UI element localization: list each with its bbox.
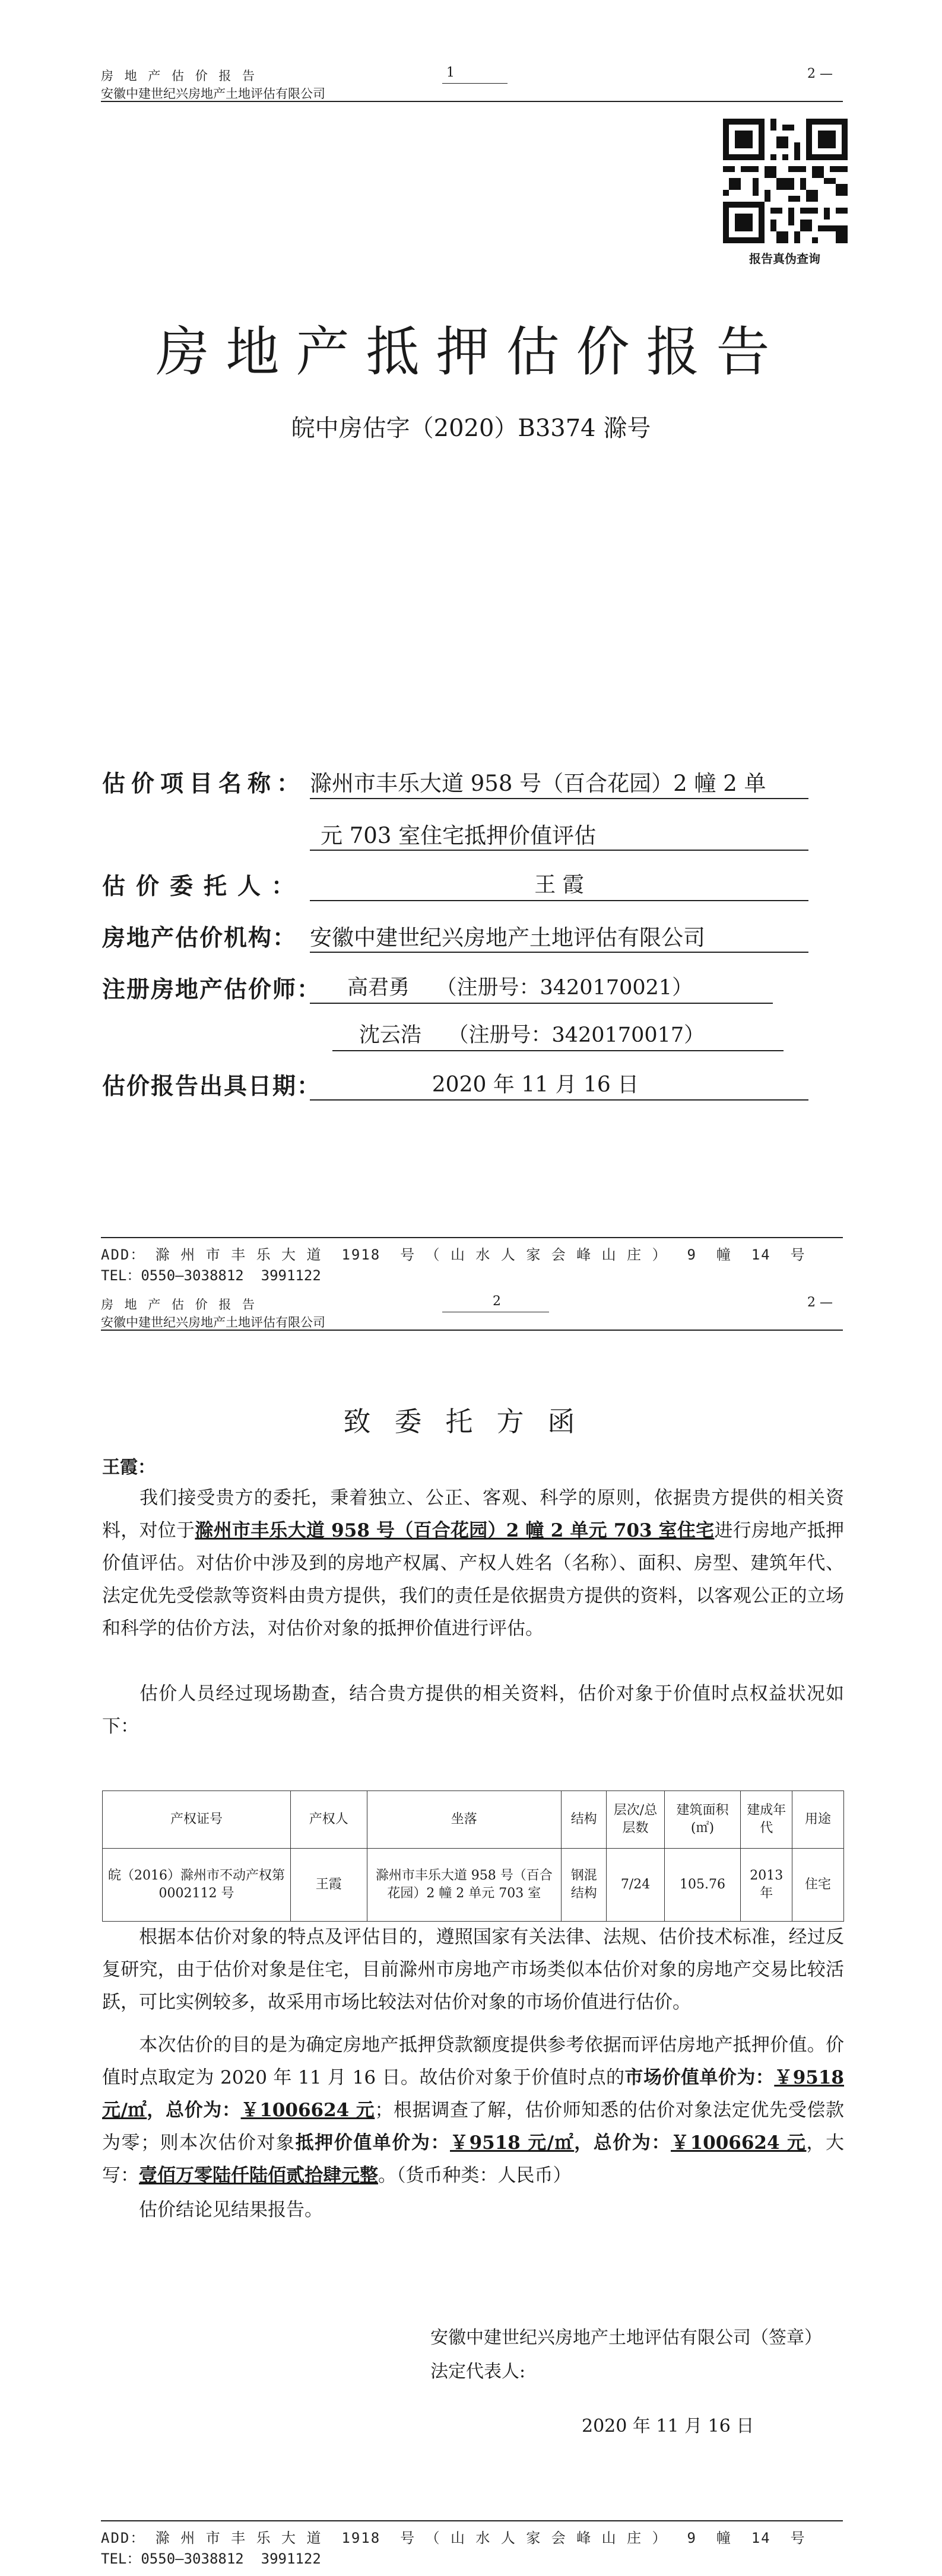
p3-text: 根据本估价对象的特点及评估目的，遵照国家有关法律、法规、估价技术标准，经过反复研究，由于估价对象是住宅，目前滁州市房地产市场类似本估价对象的房地产交易比较活跃，可比实例较多，故采用市场比较法对估价对象的市场价值进行估价。 bbox=[102, 1926, 844, 2013]
page2-header-rule bbox=[101, 1330, 843, 1331]
td-cert-no: 皖（2016）滁州市不动产权第 0002112 号 bbox=[103, 1849, 291, 1922]
page1-number-underline bbox=[442, 83, 508, 84]
p4-text-a: 本次估价的目的是为确定房地产抵押贷款额度提供参考依据而评估房地产抵押价值。价值时点取定为 2020 年 11 月 16 日。故估价对象于价值时点的 bbox=[102, 2034, 844, 2088]
p4-capital-amount: 壹佰万零陆仟陆佰贰拾肆元整 bbox=[139, 2165, 378, 2186]
th-cert-no: 产权证号 bbox=[103, 1791, 291, 1849]
th-owner: 产权人 bbox=[290, 1791, 367, 1849]
td-owner: 王霞 bbox=[290, 1849, 367, 1922]
property-rights-table bbox=[102, 1791, 844, 1922]
page2-header-right-mark: 2 — bbox=[807, 1295, 833, 1310]
th-location: 坐落 bbox=[367, 1791, 561, 1849]
signature-legal-rep: 法定代表人: bbox=[430, 2361, 526, 2382]
page1-footer-address: ADD： 滁 州 市 丰 乐 大 道 1918 号 （ 山 水 人 家 会 峰 山 庄 ） 9 幢 14 号 bbox=[101, 1246, 806, 1263]
client-label: 估价委托人： bbox=[102, 873, 306, 900]
page2-header-title: 房 地 产 估 价 报 告 bbox=[101, 1297, 259, 1312]
th-usage: 用途 bbox=[792, 1791, 844, 1849]
p4-mortgage-total: ￥1006624 元 bbox=[671, 2132, 807, 2154]
qr-code-icon bbox=[723, 119, 848, 243]
p4-market-total-label: ，总价为： bbox=[147, 2100, 241, 2121]
p1-text-a: 我们接受贵方的委托，秉着独立、公正、客观、科学的原则，依据贵方提供的相关资料，对位于 bbox=[102, 1487, 844, 1541]
th-area: 建筑面积(㎡) bbox=[664, 1791, 741, 1849]
report-date-value: 2020 年 11 月 16 日 bbox=[432, 1073, 639, 1097]
letter-paragraph-4 bbox=[102, 2029, 844, 2192]
report-doc-number: 皖中房估字（2020）B3374 滁号 bbox=[291, 415, 651, 442]
letter-paragraph-5 bbox=[102, 2194, 844, 2227]
letter-salutation: 王霞： bbox=[102, 1457, 156, 1478]
p4-mortgage-unit-label: 抵押价值单价为： bbox=[295, 2132, 451, 2154]
td-built-year: 2013 年 bbox=[741, 1849, 792, 1922]
letter-paragraph-1 bbox=[102, 1482, 844, 1645]
appraiser-2: 沈云浩 （注册号：3420170017） bbox=[359, 1023, 705, 1047]
appraiser-label: 注册房地产估价师： bbox=[102, 976, 322, 1003]
th-structure: 结构 bbox=[562, 1791, 607, 1849]
p4-capital-label: ，大写： bbox=[102, 2132, 845, 2186]
letter-title: 致委托方函 bbox=[343, 1405, 599, 1438]
table-header-row bbox=[103, 1791, 844, 1849]
table-row bbox=[103, 1849, 844, 1922]
project-name-line1: 滁州市丰乐大道 958 号（百合花园）2 幢 2 单 bbox=[310, 771, 766, 796]
p4-market-unit-label: 市场价值单价为： bbox=[624, 2067, 775, 2088]
page2-header-company: 安徽中建世纪兴房地产土地评估有限公司 bbox=[101, 1315, 325, 1330]
client-underline bbox=[310, 900, 808, 901]
p1-address: 滁州市丰乐大道 958 号（百合花园）2 幢 2 单元 703 室住宅 bbox=[195, 1520, 715, 1541]
p4-market-unit-price: ￥9518 元/㎡ bbox=[102, 2067, 844, 2121]
page1-number-text: 1 bbox=[446, 65, 455, 80]
project-name-label: 估价项目名称： bbox=[102, 770, 306, 797]
p4-currency-note: 。（货币种类：人民币） bbox=[378, 2165, 572, 2186]
p4-mortgage-total-label: ，总价为： bbox=[574, 2132, 671, 2154]
p5-text: 估价结论见结果报告。 bbox=[139, 2199, 323, 2221]
report-date-underline bbox=[310, 1099, 808, 1101]
page1-header-right-mark: 2 — bbox=[807, 66, 833, 81]
td-usage: 住宅 bbox=[792, 1849, 844, 1922]
th-floor: 层次/总层数 bbox=[607, 1791, 664, 1849]
signature-date: 2020 年 11 月 16 日 bbox=[582, 2416, 754, 2437]
report-title: 房地产抵押估价报告 bbox=[156, 321, 786, 383]
letter-paragraph-2 bbox=[102, 1678, 844, 1743]
appraiser-1-underline bbox=[310, 1003, 773, 1004]
p4-mortgage-unit-price: ￥9518 元/㎡ bbox=[450, 2132, 575, 2154]
page2-header-page-number bbox=[493, 1294, 501, 1309]
signature-company: 安徽中建世纪兴房地产土地评估有限公司（签章） bbox=[430, 2327, 822, 2348]
td-floor: 7/24 bbox=[607, 1849, 664, 1922]
report-date-label: 估价报告出具日期： bbox=[102, 1073, 322, 1100]
letter-paragraph-3 bbox=[102, 1921, 844, 2019]
project-name-underline1 bbox=[310, 798, 808, 799]
page2-footer-tel: TEL：0550—3038812 3991122 bbox=[101, 2550, 321, 2567]
appraiser-1: 高君勇 （注册号：3420170021） bbox=[347, 976, 693, 1000]
agency-value: 安徽中建世纪兴房地产土地评估有限公司 bbox=[310, 925, 705, 950]
td-structure: 钢混结构 bbox=[562, 1849, 607, 1922]
agency-label: 房地产估价机构： bbox=[102, 924, 297, 952]
page2-footer-rule bbox=[101, 2520, 843, 2521]
project-name-underline2 bbox=[310, 850, 808, 851]
page1-header-title: 房 地 产 估 价 报 告 bbox=[101, 69, 259, 83]
qr-caption: 报告真伪查询 bbox=[749, 252, 820, 266]
p4-market-total: ￥1006624 元 bbox=[240, 2100, 375, 2121]
page2-number-text: 2 bbox=[493, 1294, 501, 1309]
page1-header-page-number bbox=[446, 65, 455, 80]
appraiser-2-underline bbox=[332, 1050, 784, 1051]
page1-footer-tel: TEL：0550—3038812 3991122 bbox=[101, 1267, 321, 1284]
page1-header-company: 安徽中建世纪兴房地产土地评估有限公司 bbox=[101, 87, 325, 101]
p1-text-b: 进行房地产抵押价值评估。对估价中涉及到的房地产权属、产权人姓名（名称）、面积、房型、建筑年代、法定优先受偿款等资料由贵方提供，我们的责任是依据贵方提供的资料，以客观公正的立场和科学的估价方法，对估价对象的抵押价值进行评估。 bbox=[102, 1520, 845, 1639]
client-value: 王 霞 bbox=[534, 873, 584, 897]
p4-text-f: ；根据调查了解，估价师知悉的估价对象法定优先受偿款为零；则本次估价对象 bbox=[102, 2100, 845, 2154]
th-built-year: 建成年代 bbox=[741, 1791, 792, 1849]
td-area: 105.76 bbox=[664, 1849, 741, 1922]
page2-footer-address: ADD： 滁 州 市 丰 乐 大 道 1918 号 （ 山 水 人 家 会 峰 山 庄 ） 9 幢 14 号 bbox=[101, 2530, 806, 2546]
p2-text: 估价人员经过现场勘查，结合贵方提供的相关资料，估价对象于价值时点权益状况如下： bbox=[102, 1683, 844, 1737]
page1-footer-rule bbox=[101, 1237, 843, 1238]
page1-header-rule bbox=[101, 101, 843, 102]
td-location: 滁州市丰乐大道 958 号（百合花园）2 幢 2 单元 703 室 bbox=[367, 1849, 561, 1922]
agency-underline bbox=[310, 952, 808, 953]
project-name-line2: 元 703 室住宅抵押价值评估 bbox=[321, 823, 597, 848]
